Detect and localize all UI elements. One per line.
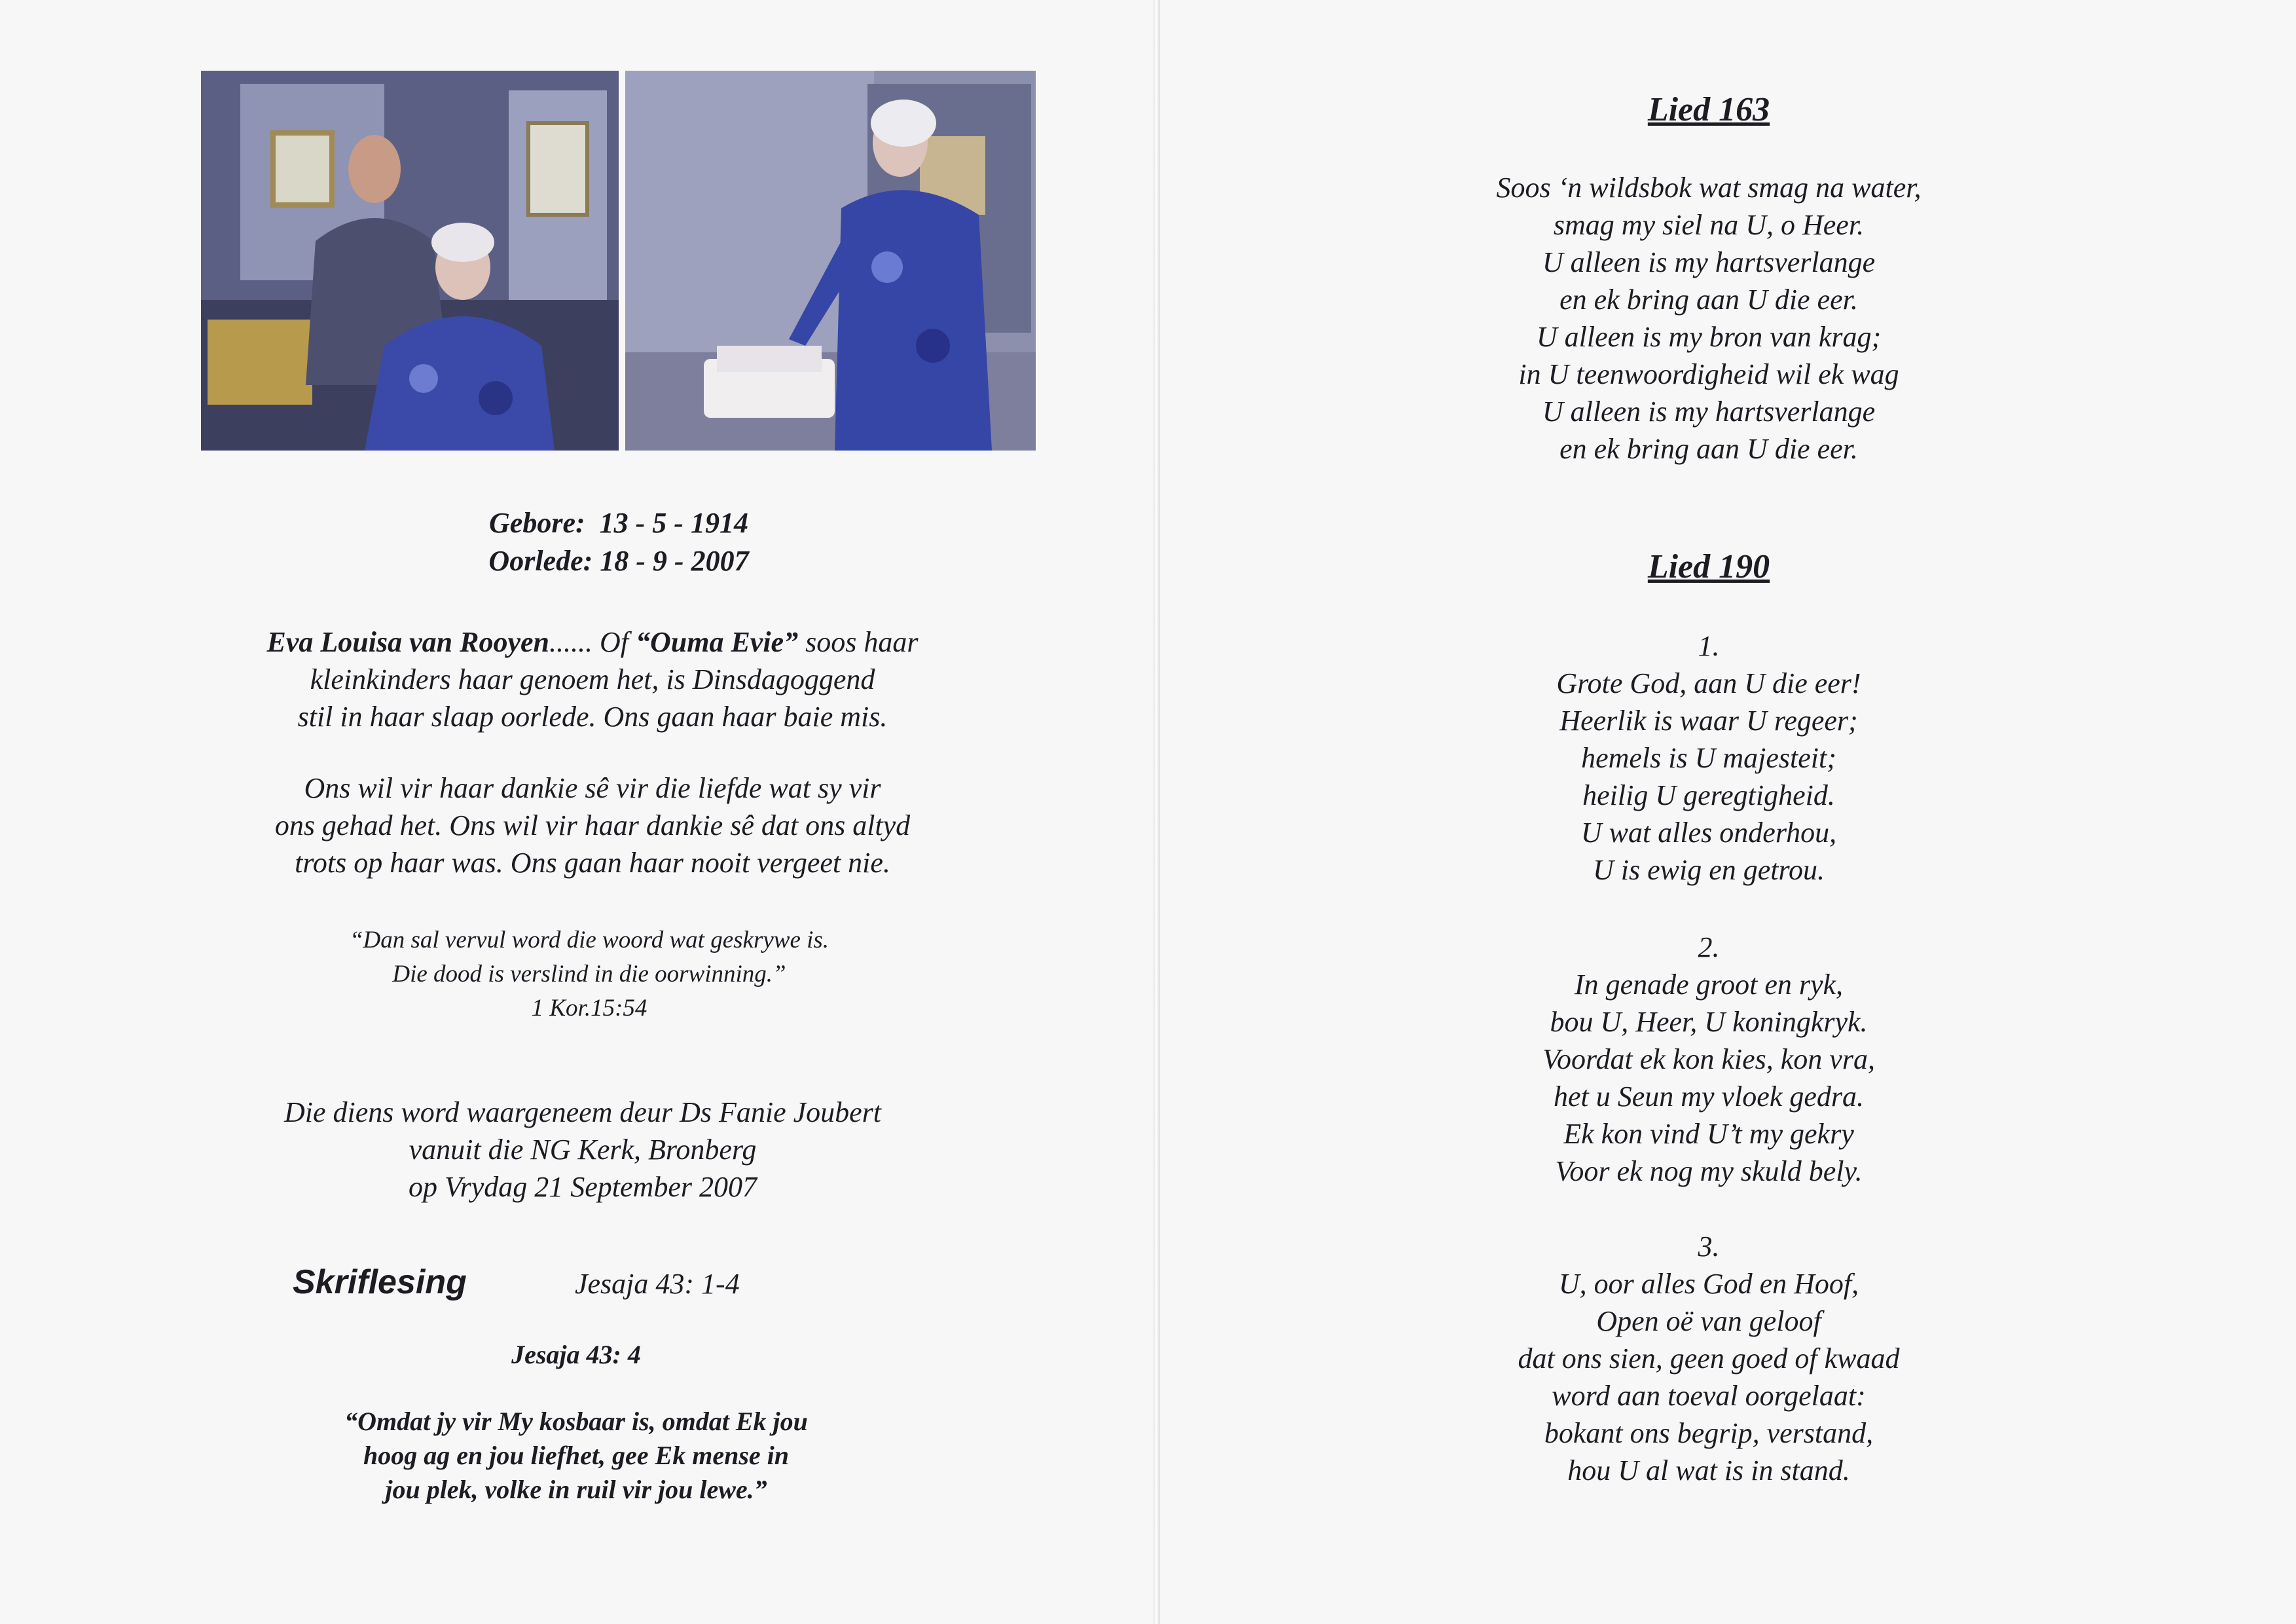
- hymn-line: Voor ek nog my skuld bely.: [1555, 1155, 1863, 1187]
- hymn-190-verse-3: [1408, 1228, 2010, 1489]
- service-line: Die diens word waargeneem deur Ds Fanie Joubert: [283, 1096, 882, 1128]
- died-row: [445, 542, 792, 580]
- hymn-190-verse-2: [1408, 929, 2010, 1190]
- hymn-line: U alleen is my hartsverlange: [1542, 396, 1876, 428]
- verse-number: 1.: [1698, 630, 1720, 662]
- hymn-line: in U teenwoordigheid wil ek wag: [1518, 358, 1899, 390]
- hymn-line: Voordat ek kon kies, kon vra,: [1542, 1043, 1875, 1075]
- hymn-line: en ek bring aan U die eer.: [1559, 284, 1858, 316]
- verse-line: Die dood is verslind in die oorwinning.”: [392, 961, 786, 987]
- photo-elderly-woman-cutting-cake: [625, 71, 1036, 451]
- hymn-line: Ek kon vind U’t my gekry: [1563, 1118, 1854, 1150]
- hymn-line: U is ewig en getrou.: [1593, 854, 1825, 886]
- life-dates: [445, 504, 792, 580]
- died-date: 18 - 9 - 2007: [600, 545, 749, 577]
- key-verse-quote: [216, 1405, 936, 1507]
- key-verse-line: “Omdat jy vir My kosbaar is, omdat Ek jou: [344, 1407, 808, 1436]
- key-verse-line: hoog ag en jou liefhet, gee Ek mense in: [363, 1441, 789, 1470]
- service-line: vanuit die NG Kerk, Bronberg: [409, 1134, 757, 1166]
- verse-number: 2.: [1698, 931, 1720, 963]
- thanks-line: Ons wil vir haar dankie sê vir die liefde wat sy vir: [304, 772, 881, 804]
- hymn-line: het u Seun my vloek gedra.: [1553, 1080, 1865, 1113]
- thanks-paragraph: [164, 769, 1021, 881]
- key-verse-line: jou plek, volke in ruil vir jou lewe.”: [385, 1475, 767, 1504]
- born-date: 13 - 5 - 1914: [599, 507, 748, 539]
- hymn-line: In genade groot en ryk,: [1574, 969, 1844, 1001]
- bio-paragraph: [164, 623, 1021, 735]
- hymn-line: U wat alles onderhou,: [1580, 817, 1837, 849]
- hymn-190-verse-1: [1408, 627, 2010, 889]
- hymn-line: Open oë van geloof: [1596, 1305, 1821, 1337]
- verse-line: “Dan sal vervul word die woord wat geskrywe is.: [349, 927, 829, 953]
- service-details: [164, 1094, 1002, 1206]
- hymn-line: Heerlik is waar U regeer;: [1559, 705, 1858, 737]
- bio-line-3: stil in haar slaap oorlede. Ons gaan haar baie mis.: [297, 701, 888, 733]
- hymn-line: U, oor alles God en Hoof,: [1558, 1268, 1859, 1300]
- verse-reference: 1 Kor.15:54: [531, 995, 647, 1022]
- hymn-190-title: Lied 190: [1647, 548, 1770, 585]
- photo-illustration: [625, 71, 1036, 451]
- deceased-name: Eva Louisa van Rooyen: [266, 626, 549, 658]
- bio-line-1: [164, 623, 1021, 661]
- born-row: [445, 504, 792, 542]
- hymn-line: dat ons sien, geen goed of kwaad: [1518, 1342, 1900, 1375]
- verse-number: 3.: [1698, 1230, 1720, 1263]
- born-label: Gebore:: [489, 507, 585, 539]
- hymn-line: Grote God, aan U die eer!: [1556, 667, 1861, 699]
- hymn-line: word aan toeval oorgelaat:: [1552, 1380, 1866, 1412]
- hymn-line: hemels is U majesteit;: [1581, 742, 1836, 774]
- hymn-line: bokant ons begrip, verstand,: [1544, 1417, 1874, 1449]
- service-line: op Vrydag 21 September 2007: [409, 1171, 757, 1203]
- hymn-line: U alleen is my bron van krag;: [1536, 321, 1882, 353]
- hymn-line: U alleen is my hartsverlange: [1542, 246, 1876, 278]
- bio-ellipsis: ...... Of: [549, 626, 636, 658]
- hymn-line: hou U al wat is in stand.: [1567, 1454, 1850, 1486]
- key-verse-reference: Jesaja 43: 4: [511, 1340, 641, 1369]
- photo-man-and-elderly-woman: [201, 71, 619, 451]
- reading-reference: Jesaja 43: 1-4: [575, 1268, 740, 1300]
- reading-title: Skriflesing: [293, 1263, 467, 1301]
- thanks-line: ons gehad het. Ons wil vir haar dankie sê dat ons altyd: [274, 809, 911, 841]
- hymn-163-title: Lied 163: [1647, 91, 1770, 128]
- page-fold: [1154, 0, 1160, 1624]
- photo-illustration: [201, 71, 619, 451]
- hymn-line: smag my siel na U, o Heer.: [1553, 209, 1865, 241]
- bible-verse: [249, 923, 930, 1025]
- hymn-line: Soos ‘n wildsbok wat smag na water,: [1496, 172, 1922, 204]
- bio-line-2: kleinkinders haar genoem het, is Dinsdagoggend: [310, 663, 875, 695]
- died-label: Oorlede:: [488, 545, 593, 577]
- deceased-nickname: “Ouma Evie”: [635, 626, 799, 658]
- hymn-line: en ek bring aan U die eer.: [1559, 433, 1858, 465]
- thanks-line: trots op haar was. Ons gaan haar nooit vergeet nie.: [295, 847, 890, 879]
- hymn-163-text: [1408, 169, 2010, 468]
- hymn-line: heilig U geregtigheid.: [1582, 779, 1835, 811]
- bio-line-1-rest: soos haar: [798, 626, 919, 658]
- hymn-line: bou U, Heer, U koningkryk.: [1550, 1006, 1868, 1038]
